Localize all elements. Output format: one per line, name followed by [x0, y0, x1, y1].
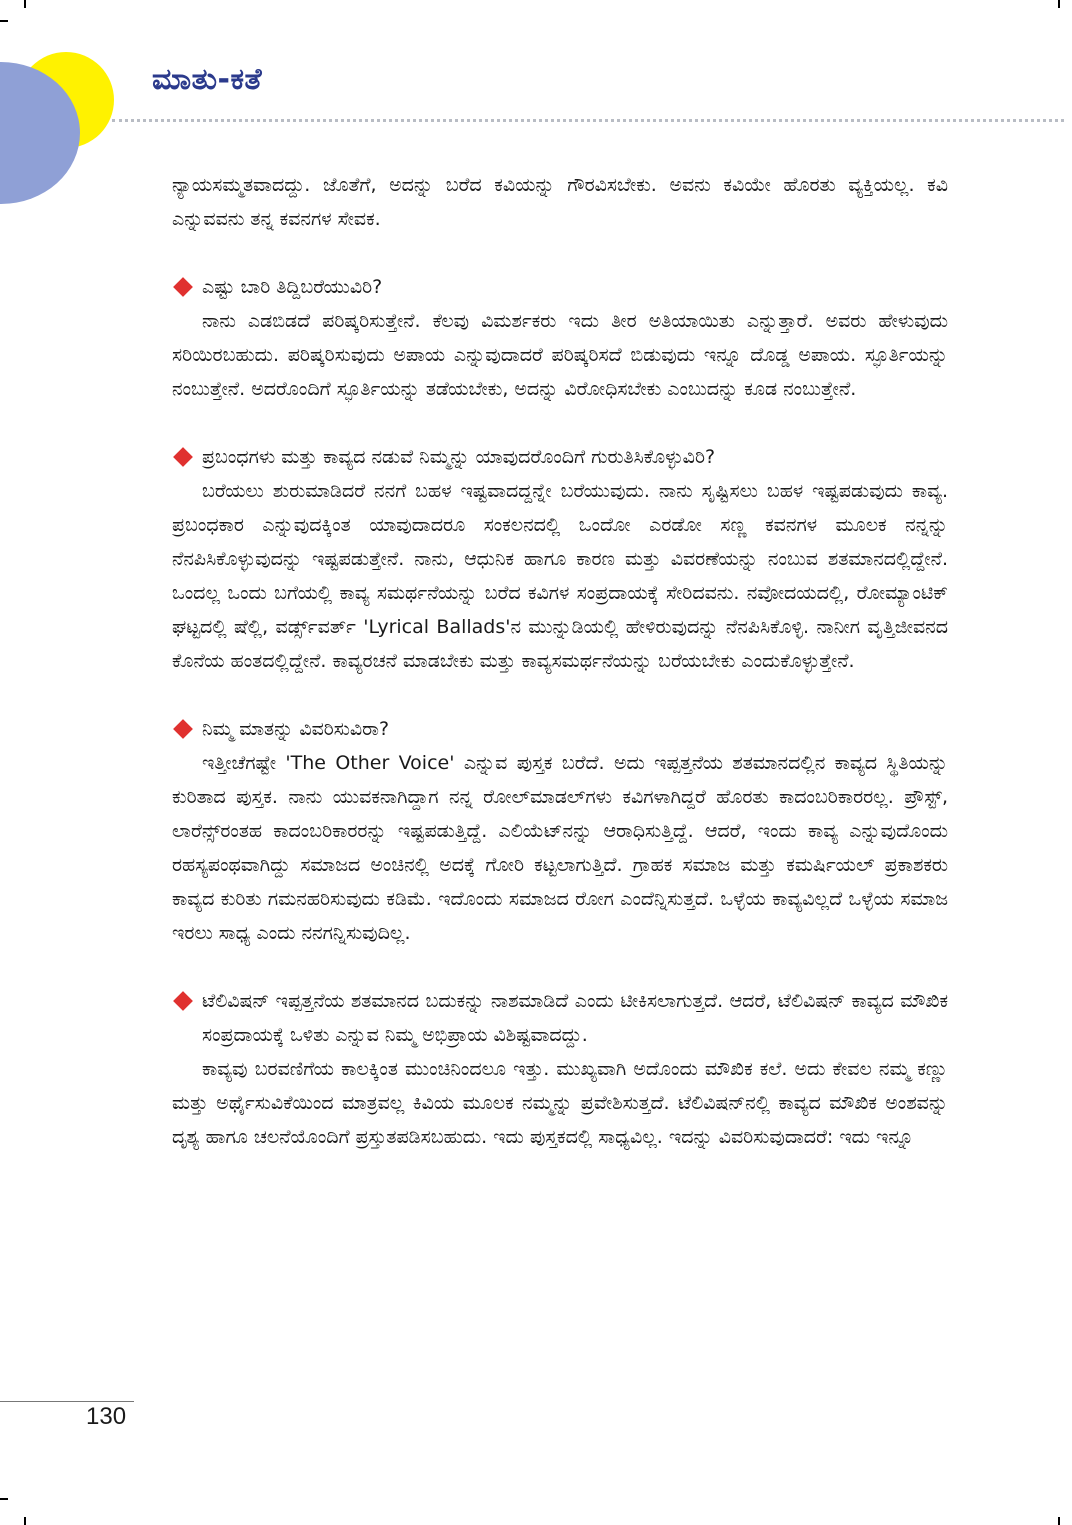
diamond-bullet-icon	[173, 447, 193, 467]
answer-paragraph: ಬರೆಯಲು ಶುರುಮಾಡಿದರೆ ನನಗೆ ಬಹಳ ಇಷ್ಟವಾದದ್ದನ್ನೇ ಬರೆಯುವುದು. ನಾನು ಸೃಷ್ಟಿಸಲು ಬಹಳ ಇಷ್ಟಪಡುವುದು ಕಾವ್ಯ. ಪ್ರಬಂಧಕಾರ ಎನ್ನುವುದಕ್ಕಿಂತ ಯಾವುದಾದರೂ ಸಂಕಲನದಲ್ಲಿ ಒಂದೋ ಎರಡೋ ಸಣ್ಣ ಕವನಗಳ ಮೂಲಕ ನನ್ನನ್ನು ನೆನಪಿಸಿಕೊಳ್ಳುವುದನ್ನು ಇಷ್ಟಪಡುತ್ತೇನೆ. ನಾನು, ಆಧುನಿಕ ಹಾಗೂ ಕಾರಣ ಮತ್ತು ವಿವರಣೆಯನ್ನು ನಂಬುವ ಶತಮಾನದಲ್ಲಿದ್ದೇನೆ. ಒಂದಲ್ಲ ಒಂದು ಬಗೆಯಲ್ಲಿ ಕಾವ್ಯ ಸಮರ್ಥನೆಯನ್ನು ಬರೆದ ಕವಿಗಳ ಸಂಪ್ರದಾಯಕ್ಕೆ ಸೇರಿದವನು. ನವೋದಯದಲ್ಲಿ, ರೋಮ್ಯಾಂಟಿಕ್ ಘಟ್ಟದಲ್ಲಿ ಷೆಲ್ಲಿ, ವರ್ಡ್ಸ್‌ವರ್ತ್ 'Lyrical Ballads'ನ ಮುನ್ನುಡಿಯಲ್ಲಿ ಹೇಳಿರುವುದನ್ನು ನೆನಪಿಸಿಕೊಳ್ಳಿ. ನಾನೀಗ ವೃತ್ತಿಜೀವನದ ಕೊನೆಯ ಹಂತದಲ್ಲಿದ್ದೇನೆ. ಕಾವ್ಯರಚನೆ ಮಾಡಬೇಕು ಮತ್ತು ಕಾವ್ಯಸಮರ್ಥನೆಯನ್ನು ಬರೆಯಬೇಕು ಎಂದುಕೊಳ್ಳುತ್ತೇನೆ.	[172, 480, 948, 672]
header-decoration	[0, 0, 140, 220]
question	[172, 712, 948, 746]
question-text: ನಿಮ್ಮ ಮಾತನ್ನು ವಿವರಿಸುವಿರಾ?	[202, 718, 390, 740]
answer-paragraph: ನಾನು ಎಡಬಿಡದೆ ಪರಿಷ್ಕರಿಸುತ್ತೇನೆ. ಕೆಲವು ವಿಮರ್ಶಕರು ಇದು ತೀರ ಅತಿಯಾಯಿತು ಎನ್ನುತ್ತಾರೆ. ಅವರು ಹೇಳುವುದು ಸರಿಯಿರಬಹುದು. ಪರಿಷ್ಕರಿಸುವುದು ಅಪಾಯ ಎನ್ನುವುದಾದರೆ ಪರಿಷ್ಕರಿಸದೆ ಬಿಡುವುದು ಇನ್ನೂ ದೊಡ್ಡ ಅಪಾಯ. ಸ್ಫೂರ್ತಿಯನ್ನು ನಂಬುತ್ತೇನೆ. ಅದರೊಂದಿಗೆ ಸ್ಫೂರ್ತಿಯನ್ನು ತಡೆಯಬೇಕು, ಅದನ್ನು ವಿರೋಧಿಸಬೇಕು ಎಂಬುದನ್ನು ಕೂಡ ನಂಬುತ್ತೇನೆ.	[172, 310, 948, 400]
header-divider	[112, 119, 1064, 122]
crop-mark	[0, 1498, 8, 1500]
question-text: ಪ್ರಬಂಧಗಳು ಮತ್ತು ಕಾವ್ಯದ ನಡುವೆ ನಿಮ್ಮನ್ನು ಯಾವುದರೊಂದಿಗೆ ಗುರುತಿಸಿಕೊಳ್ಳುವಿರಿ?	[202, 446, 716, 468]
answer-paragraph: ಇತ್ತೀಚೆಗಷ್ಟೇ 'The Other Voice' ಎನ್ನುವ ಪುಸ್ತಕ ಬರೆದೆ. ಅದು ಇಪ್ಪತ್ತನೆಯ ಶತಮಾನದಲ್ಲಿನ ಕಾವ್ಯದ ಸ್ಥಿತಿಯನ್ನು ಕುರಿತಾದ ಪುಸ್ತಕ. ನಾನು ಯುವಕನಾಗಿದ್ದಾಗ ನನ್ನ ರೋಲ್‌ಮಾಡಲ್‌ಗಳು ಕವಿಗಳಾಗಿದ್ದರೆ ಹೊರತು ಕಾದಂಬರಿಕಾರರಲ್ಲ. ಪ್ರೌಸ್ಟ್, ಲಾರೆನ್ಸ್‌ರಂತಹ ಕಾದಂಬರಿಕಾರರನ್ನು ಇಷ್ಟಪಡುತ್ತಿದ್ದೆ. ಎಲಿಯೆಟ್‌ನನ್ನು ಆರಾಧಿಸುತ್ತಿದ್ದೆ. ಆದರೆ, ಇಂದು ಕಾವ್ಯ ಎನ್ನುವುದೊಂದು ರಹಸ್ಯಪಂಥವಾಗಿದ್ದು ಸಮಾಜದ ಅಂಚಿನಲ್ಲಿ ಅದಕ್ಕೆ ಗೋರಿ ಕಟ್ಟಲಾಗುತ್ತಿದೆ. ಗ್ರಾಹಕ ಸಮಾಜ ಮತ್ತು ಕಮರ್ಷಿಯಲ್ ಪ್ರಕಾಶಕರು ಕಾವ್ಯದ ಕುರಿತು ಗಮನಹರಿಸುವುದು ಕಡಿಮೆ. ಇದೊಂದು ಸಮಾಜದ ರೋಗ ಎಂದೆನ್ನಿಸುತ್ತದೆ. ಒಳ್ಳೆಯ ಕಾವ್ಯವಿಲ್ಲದೆ ಒಳ್ಳೆಯ ಸಮಾಜ ಇರಲು ಸಾಧ್ಯ ಎಂದು ನನಗನ್ನಿಸುವುದಿಲ್ಲ.	[172, 752, 948, 944]
intro-paragraph: ನ್ಯಾಯಸಮ್ಮತವಾದದ್ದು. ಜೊತೆಗೆ, ಅದನ್ನು ಬರೆದ ಕವಿಯನ್ನು ಗೌರವಿಸಬೇಕು. ಅವನು ಕವಿಯೇ ಹೊರತು ವ್ಯಕ್ತಿಯಲ್ಲ. ಕವಿ ಎನ್ನುವವನು ತನ್ನ ಕವನಗಳ ಸೇವಕ.	[172, 174, 948, 230]
page-number: 130	[86, 1403, 127, 1430]
question	[172, 984, 948, 1052]
article-body	[172, 168, 948, 1154]
footer-rule	[0, 1401, 134, 1402]
diamond-bullet-icon	[173, 277, 193, 297]
question	[172, 270, 948, 304]
question	[172, 440, 948, 474]
crop-mark	[24, 1517, 26, 1525]
answer-paragraph: ಕಾವ್ಯವು ಬರವಣಿಗೆಯ ಕಾಲಕ್ಕಿಂತ ಮುಂಚಿನಿಂದಲೂ ಇತ್ತು. ಮುಖ್ಯವಾಗಿ ಅದೊಂದು ಮೌಖಿಕ ಕಲೆ. ಅದು ಕೇವಲ ನಮ್ಮ ಕಣ್ಣು ಮತ್ತು ಅರ್ಥೈಸುವಿಕೆಯಿಂದ ಮಾತ್ರವಲ್ಲ ಕಿವಿಯ ಮೂಲಕ ನಮ್ಮನ್ನು ಪ್ರವೇಶಿಸುತ್ತದೆ. ಟೆಲಿವಿಷನ್‌ನಲ್ಲಿ ಕಾವ್ಯದ ಮೌಖಿಕ ಅಂಶವನ್ನು ದೃಶ್ಯ ಹಾಗೂ ಚಲನೆಯೊಂದಿಗೆ ಪ್ರಸ್ತುತಪಡಿಸಬಹುದು. ಇದು ಪುಸ್ತಕದಲ್ಲಿ ಸಾಧ್ಯವಿಲ್ಲ. ಇದನ್ನು ವಿವರಿಸುವುದಾದರೆ: ಇದು ಇನ್ನೂ	[172, 1058, 948, 1148]
question-text: ಟೆಲಿವಿಷನ್ ಇಪ್ಪತ್ತನೆಯ ಶತಮಾನದ ಬದುಕನ್ನು ನಾಶಮಾಡಿದೆ ಎಂದು ಟೀಕಿಸಲಾಗುತ್ತದೆ. ಆದರೆ, ಟೆಲಿವಿಷನ್ ಕಾವ್ಯದ ಮೌಖಿಕ ಸಂಪ್ರದಾಯಕ್ಕೆ ಒಳಿತು ಎನ್ನುವ ನಿಮ್ಮ ಅಭಿಪ್ರಾಯ ವಿಶಿಷ್ಟವಾದದ್ದು.	[202, 990, 948, 1046]
diamond-bullet-icon	[173, 719, 193, 739]
section-title: ಮಾತು-ಕತೆ	[152, 62, 263, 97]
diamond-bullet-icon	[173, 991, 193, 1011]
question-text: ಎಷ್ಟು ಬಾರಿ ತಿದ್ದಿಬರೆಯುವಿರಿ?	[202, 276, 383, 298]
crop-mark	[1058, 1517, 1060, 1525]
crop-mark	[1058, 0, 1060, 8]
